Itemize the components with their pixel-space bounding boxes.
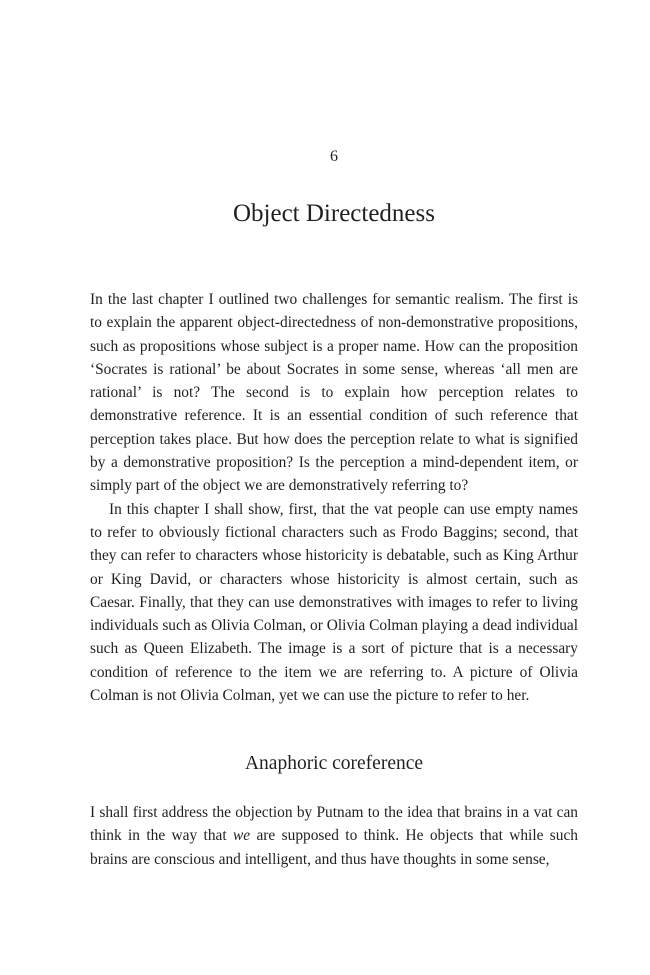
intro-paragraph-2: In this chapter I shall show, first, that the vat people can use empty names to refer to obviously fictional characters such as Frodo Baggins; second, that they can refer to characters whose historicity is debatable, such as King Arthur or King David, or characters whose historicity is almost certain, such as Caesar. Finally, that they can use demonstratives with images to refer to living individuals such as Olivia Colman, or Olivia Colman playing a dead individual such as Queen Elizabeth. The image is a sort of picture that is a necessary condition of reference to the item we are referring to. A picture of Olivia Colman is not Olivia Colman, yet we can use the picture to refer to her. bbox=[90, 500, 578, 705]
intro-paragraph-1: In the last chapter I outlined two challenges for semantic realism. The first is to explain the apparent object-directedness of non-demonstrative propositions, such as propositions whose subject is a proper name. How can the proposition ‘Socrates is rational’ be about Socrates in some sense, whereas ‘all men are rational’ is not? The second is to explain how perception relates to demonstrative reference. It is an essential condition of such reference that perception takes place. But how does the perception relate to what is signified by a demonstrative proposition? Is the perception a mind-dependent item, or simply part of the object we are demonstratively referring to? bbox=[90, 291, 578, 495]
section-heading: Anaphoric coreference bbox=[244, 753, 424, 774]
chapter-number: 6 bbox=[330, 148, 338, 165]
section-paragraph-emphasis: we bbox=[233, 827, 251, 845]
section-paragraph-text-end: are supposed to think. He objects that while such brains are conscious and intelligent, and thus have thoughts in some sense, bbox=[90, 827, 579, 868]
chapter-intro bbox=[90, 288, 578, 707]
section-paragraph-1 bbox=[90, 801, 578, 871]
chapter-title: Object Directedness bbox=[232, 200, 435, 227]
section-body bbox=[90, 801, 578, 871]
section-paragraph-text-start: I shall first address the objection by Putnam to the idea that brains in a vat can think in the way that bbox=[90, 804, 578, 845]
